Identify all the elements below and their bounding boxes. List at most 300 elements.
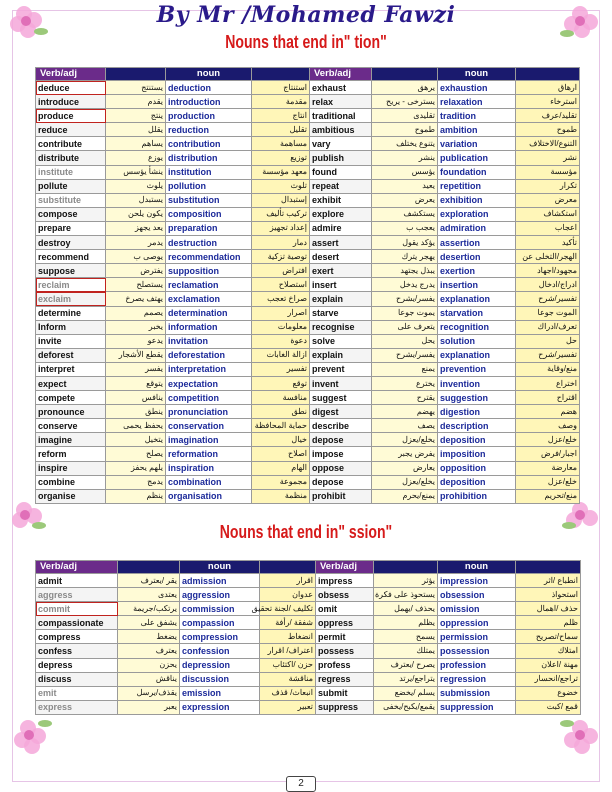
verb-cell: suggest [310, 391, 372, 405]
verb-cell: determine [36, 306, 106, 320]
noun-cell: institution [166, 165, 252, 179]
noun-arabic-cell: مهنة /اعلان [516, 658, 581, 672]
noun-header: noun [438, 68, 516, 81]
verb-arabic-cell: يؤثر [374, 574, 438, 588]
verb-cell: invent [310, 376, 372, 390]
section-title-ssion: Nouns that end in" ssion" [219, 522, 393, 542]
verb-arabic-cell: يظلم [374, 616, 438, 630]
flower-corner-mid-right [560, 498, 604, 538]
noun-arabic-cell: معارضة [516, 461, 580, 475]
verb-arabic-cell: يستصلح [106, 278, 166, 292]
verb-cell: exert [310, 264, 372, 278]
noun-arabic-cell: منع/وقاية [516, 362, 580, 376]
table-row [316, 602, 581, 616]
noun-cell: organisation [166, 489, 252, 503]
noun-arabic-cell: حذف /اهمال [516, 602, 581, 616]
table-row [36, 193, 310, 207]
table-row [316, 630, 581, 644]
verb-cell: depose [310, 475, 372, 489]
table-row [310, 179, 580, 193]
verb-arabic-cell: يكون يلحن [106, 207, 166, 221]
noun-arabic-cell: التنوع/الاختلاف [516, 137, 580, 151]
verb-arabic-cell: يتنوع يختلف [372, 137, 438, 151]
table-row [316, 574, 581, 588]
verb-arabic-cell: ينشر [372, 151, 438, 165]
verb-arabic-cell: يحزن [118, 658, 180, 672]
verb-arabic-cell: يهتف يصرخ [106, 292, 166, 306]
noun-arabic-cell: اصرار [252, 306, 310, 320]
flower-corner-bottom-right [558, 716, 602, 756]
verb-arabic-cell: يدرج يدخل [372, 278, 438, 292]
noun-cell: conservation [166, 419, 252, 433]
noun-arabic-cell: اختراع [516, 376, 580, 390]
blank-header [516, 561, 581, 574]
verb-arabic-cell: يستنتج [106, 81, 166, 95]
table-row [310, 447, 580, 461]
noun-cell: admission [180, 574, 260, 588]
verb-arabic-cell: يحل [372, 334, 438, 348]
verb-cell: express [36, 700, 118, 714]
table-row [310, 236, 580, 250]
table-row [36, 221, 310, 235]
noun-arabic-cell: خلع/عزل [516, 475, 580, 489]
verb-cell: conserve [36, 419, 106, 433]
noun-header: noun [438, 561, 516, 574]
verb-arabic-cell: يسمح [374, 630, 438, 644]
table-row [310, 461, 580, 475]
verb-cell: oppose [310, 461, 372, 475]
noun-arabic-cell: تفسير [252, 362, 310, 376]
verb-cell: exclaim [36, 292, 106, 306]
verb-cell: permit [316, 630, 374, 644]
verb-cell: compete [36, 391, 106, 405]
noun-cell: expression [180, 700, 260, 714]
table-row [36, 292, 310, 306]
noun-arabic-cell: تكليف /لجنة تحقيق [260, 602, 316, 616]
verb-arabic-cell: يتعرف على [372, 320, 438, 334]
noun-arabic-cell: تقليد/عرف [516, 109, 580, 123]
noun-arabic-cell: اجبار/فرض [516, 447, 580, 461]
table-row [310, 123, 580, 137]
table-row [310, 489, 580, 503]
blank-header [252, 68, 310, 81]
noun-arabic-cell: الموت جوعا [516, 306, 580, 320]
noun-arabic-cell: الهجر/التخلى عن [516, 250, 580, 264]
verb-arabic-cell: يصلح [106, 447, 166, 461]
verb-cell: introduce [36, 95, 106, 109]
noun-arabic-cell: امتلاك [516, 644, 581, 658]
table-row [36, 376, 310, 390]
noun-arabic-cell: توقع [252, 376, 310, 390]
noun-cell: aggression [180, 588, 260, 602]
noun-arabic-cell: استحواذ [516, 588, 581, 602]
verb-cell: impress [316, 574, 374, 588]
table-row [316, 616, 581, 630]
verb-cell: vary [310, 137, 372, 151]
verb-cell: admit [36, 574, 118, 588]
noun-cell: admiration [438, 221, 516, 235]
noun-cell: obsession [438, 588, 516, 602]
table-row [36, 334, 310, 348]
noun-arabic-cell: تكرار [516, 179, 580, 193]
noun-cell: opposition [438, 461, 516, 475]
verb-cell: emit [36, 686, 118, 700]
verb-arabic-cell: يقذف/يرسل [118, 686, 180, 700]
table-row [36, 179, 310, 193]
noun-header: noun [166, 68, 252, 81]
verb-arabic-cell: يخلع/يعزل [372, 475, 438, 489]
noun-arabic-cell: مؤسسة [516, 165, 580, 179]
table-row [310, 151, 580, 165]
noun-cell: pollution [166, 179, 252, 193]
table-row [36, 672, 316, 686]
verb-arabic-cell: يحفظ يحمى [106, 419, 166, 433]
table-row [316, 686, 581, 700]
noun-arabic-cell: انبعاث/ قذف [260, 686, 316, 700]
table-row [36, 95, 310, 109]
author-header: By Mr /Mohamed Fawzi [156, 2, 456, 28]
blank-header [372, 68, 438, 81]
verb-cell: ambitious [310, 123, 372, 137]
verb-cell: substitute [36, 193, 106, 207]
verb-arabic-cell: يخلع/يعزل [372, 433, 438, 447]
verb-cell: solve [310, 334, 372, 348]
verb-cell: compress [36, 630, 118, 644]
verb-cell: deduce [36, 81, 106, 95]
verb-cell: reform [36, 447, 106, 461]
verb-arabic-cell: ينتج [106, 109, 166, 123]
verb-cell: regress [316, 672, 374, 686]
verb-arabic-cell: يفرض يجبر [372, 447, 438, 461]
table-row [36, 391, 310, 405]
table-row [36, 362, 310, 376]
verb-arabic-cell: يمنع/يحرم [372, 489, 438, 503]
noun-cell: determination [166, 306, 252, 320]
noun-cell: regression [438, 672, 516, 686]
table-row [36, 109, 310, 123]
noun-cell: distribution [166, 151, 252, 165]
noun-cell: recommendation [166, 250, 252, 264]
noun-arabic-cell: دعوة [252, 334, 310, 348]
noun-arabic-cell: طموح [516, 123, 580, 137]
noun-arabic-cell: ادراج/ادخال [516, 278, 580, 292]
noun-arabic-cell: ارهاق [516, 81, 580, 95]
noun-cell: compression [180, 630, 260, 644]
verb-cell: inspire [36, 461, 106, 475]
noun-arabic-cell: افتراض [252, 264, 310, 278]
noun-cell: recognition [438, 320, 516, 334]
table-row [310, 137, 580, 151]
noun-cell: competition [166, 391, 252, 405]
noun-cell: imposition [438, 447, 516, 461]
noun-cell: expectation [166, 376, 252, 390]
ssion-table-left [35, 560, 316, 715]
verb-arabic-cell: ينافس [106, 391, 166, 405]
verb-cell: repeat [310, 179, 372, 193]
verb-arabic-cell: يصف [372, 419, 438, 433]
noun-cell: exertion [438, 264, 516, 278]
noun-cell: exclamation [166, 292, 252, 306]
table-row [36, 123, 310, 137]
table-row [310, 193, 580, 207]
verb-cell: organise [36, 489, 106, 503]
noun-arabic-cell: اعجاب [516, 221, 580, 235]
noun-arabic-cell: ازالة الغابات [252, 348, 310, 362]
noun-cell: suggestion [438, 391, 516, 405]
noun-arabic-cell: انضغاط [260, 630, 316, 644]
verb-cell: aggress [36, 588, 118, 602]
noun-arabic-cell: نشر [516, 151, 580, 165]
noun-arabic-cell: مجهود/اجهاد [516, 264, 580, 278]
noun-arabic-cell: إستبدال [252, 193, 310, 207]
verb-arabic-cell: يعبر [118, 700, 180, 714]
noun-cell: explanation [438, 348, 516, 362]
noun-arabic-cell: وصف [516, 419, 580, 433]
noun-cell: suppression [438, 700, 516, 714]
table-row [36, 433, 310, 447]
noun-cell: ambition [438, 123, 516, 137]
verb-cell: impose [310, 447, 372, 461]
table-row [310, 81, 580, 95]
table-row [36, 700, 316, 714]
noun-arabic-cell: انتاج [252, 109, 310, 123]
verb-arabic-cell: يهضم [372, 405, 438, 419]
blank-header [374, 561, 438, 574]
verb-cell: deforest [36, 348, 106, 362]
verb-cell: depress [36, 658, 118, 672]
verb-arabic-cell: يوزع [106, 151, 166, 165]
noun-arabic-cell: خلع/عزل [516, 433, 580, 447]
noun-arabic-cell: نطق [252, 405, 310, 419]
noun-arabic-cell: إعداد تجهيز [252, 221, 310, 235]
verb-adj-header: Verb/adj [316, 561, 374, 574]
verb-arabic-cell: يستحوذ على فكرة [374, 588, 438, 602]
verb-cell: prepare [36, 221, 106, 235]
table-row [316, 658, 581, 672]
verb-arabic-cell: يتراجع/يرتد [374, 672, 438, 686]
noun-cell: reformation [166, 447, 252, 461]
noun-cell: permission [438, 630, 516, 644]
verb-arabic-cell: يقدم [106, 95, 166, 109]
table-row [36, 137, 310, 151]
table-row [310, 109, 580, 123]
page-number: 2 [286, 776, 316, 792]
table-row [310, 250, 580, 264]
noun-arabic-cell: مناقشة [260, 672, 316, 686]
noun-cell: insertion [438, 278, 516, 292]
verb-cell: publish [310, 151, 372, 165]
table-row [36, 475, 310, 489]
verb-cell: explain [310, 348, 372, 362]
verb-arabic-cell: ينظم [106, 489, 166, 503]
verb-arabic-cell: يضغط [118, 630, 180, 644]
noun-cell: foundation [438, 165, 516, 179]
table-row [316, 644, 581, 658]
verb-cell: found [310, 165, 372, 179]
noun-arabic-cell: حل [516, 334, 580, 348]
noun-cell: solution [438, 334, 516, 348]
table-row [36, 348, 310, 362]
noun-cell: deposition [438, 475, 516, 489]
table-row [310, 419, 580, 433]
verb-adj-header: Verb/adj [36, 68, 106, 81]
noun-cell: invention [438, 376, 516, 390]
verb-arabic-cell: يخترع [372, 376, 438, 390]
noun-arabic-cell: منظمة [252, 489, 310, 503]
verb-cell: suppose [36, 264, 106, 278]
table-row [36, 588, 316, 602]
noun-arabic-cell: معرض [516, 193, 580, 207]
table-row [36, 644, 316, 658]
noun-arabic-cell: عدوان [260, 588, 316, 602]
noun-arabic-cell: خضوع [516, 686, 581, 700]
noun-cell: emission [180, 686, 260, 700]
table-row [316, 700, 581, 714]
verb-cell: profess [316, 658, 374, 672]
verb-cell: starve [310, 306, 372, 320]
table-row [36, 236, 310, 250]
verb-cell: explore [310, 207, 372, 221]
table-row [36, 489, 310, 503]
noun-cell: impression [438, 574, 516, 588]
table-row [310, 278, 580, 292]
verb-arabic-cell: يفسر [106, 362, 166, 376]
verb-arabic-cell: يمتلك [374, 644, 438, 658]
noun-arabic-cell: تفسير/شرح [516, 348, 580, 362]
noun-arabic-cell: تفسير/شرح [516, 292, 580, 306]
noun-cell: preparation [166, 221, 252, 235]
verb-cell: admire [310, 221, 372, 235]
verb-arabic-cell: يوصى ب [106, 250, 166, 264]
verb-cell: submit [316, 686, 374, 700]
verb-cell: insert [310, 278, 372, 292]
table-row [310, 306, 580, 320]
verb-cell: reclaim [36, 278, 106, 292]
noun-cell: reduction [166, 123, 252, 137]
verb-arabic-cell: يفترض [106, 264, 166, 278]
table-row [310, 348, 580, 362]
noun-arabic-cell: صراخ تعجب [252, 292, 310, 306]
verb-cell: reduce [36, 123, 106, 137]
noun-arabic-cell: تركيب تأليف [252, 207, 310, 221]
table-row [310, 207, 580, 221]
table-row [36, 461, 310, 475]
verb-arabic-cell: يتوقع [106, 376, 166, 390]
verb-cell: pollute [36, 179, 106, 193]
verb-arabic-cell: يعترف [118, 644, 180, 658]
verb-cell: prevent [310, 362, 372, 376]
noun-cell: description [438, 419, 516, 433]
noun-cell: assertion [438, 236, 516, 250]
verb-arabic-cell: يصمم [106, 306, 166, 320]
blank-header [118, 561, 180, 574]
table-row [36, 320, 310, 334]
verb-cell: commit [36, 602, 118, 616]
noun-cell: digestion [438, 405, 516, 419]
noun-arabic-cell: دمار [252, 236, 310, 250]
verb-arabic-cell: يؤكد يقول [372, 236, 438, 250]
table-row [310, 264, 580, 278]
verb-cell: desert [310, 250, 372, 264]
verb-arabic-cell: ينشأ يؤسس [106, 165, 166, 179]
verb-cell: Inform [36, 320, 106, 334]
verb-adj-header: Verb/adj [36, 561, 118, 574]
noun-cell: exploration [438, 207, 516, 221]
verb-arabic-cell: يلوث [106, 179, 166, 193]
noun-cell: pronunciation [166, 405, 252, 419]
verb-cell: explain [310, 292, 372, 306]
verb-arabic-cell: يقطع الأشجار [106, 348, 166, 362]
verb-arabic-cell: يموت جوعا [372, 306, 438, 320]
noun-arabic-cell: اقتراح [516, 391, 580, 405]
verb-cell: destroy [36, 236, 106, 250]
noun-arabic-cell: شفقة /رأفة [260, 616, 316, 630]
noun-cell: invitation [166, 334, 252, 348]
table-row [36, 686, 316, 700]
noun-cell: desertion [438, 250, 516, 264]
noun-cell: imagination [166, 433, 252, 447]
verb-arabic-cell: يسلم /يخضع [374, 686, 438, 700]
table-row [36, 419, 310, 433]
verb-cell: distribute [36, 151, 106, 165]
noun-cell: omission [438, 602, 516, 616]
verb-arabic-cell: يعتدى [118, 588, 180, 602]
table-row [36, 447, 310, 461]
blank-header [260, 561, 316, 574]
table-row [310, 376, 580, 390]
verb-arabic-cell: يشفق على [118, 616, 180, 630]
verb-cell: exhibit [310, 193, 372, 207]
table-row [36, 207, 310, 221]
noun-arabic-cell: استرخاء [516, 95, 580, 109]
noun-arabic-cell: اصلاح [252, 447, 310, 461]
table-row [310, 475, 580, 489]
noun-arabic-cell: تأكيد [516, 236, 580, 250]
verb-cell: obsess [316, 588, 374, 602]
noun-arabic-cell: سماح/تصريح [516, 630, 581, 644]
verb-cell: compassionate [36, 616, 118, 630]
noun-arabic-cell: استكشاف [516, 207, 580, 221]
noun-cell: composition [166, 207, 252, 221]
verb-arabic-cell: يرتكب/جريمة [118, 602, 180, 616]
noun-header: noun [180, 561, 260, 574]
table-row [36, 151, 310, 165]
noun-cell: exhibition [438, 193, 516, 207]
tion-table-left [35, 67, 310, 504]
noun-cell: reclamation [166, 278, 252, 292]
noun-arabic-cell: معهد مؤسسة [252, 165, 310, 179]
verb-cell: confess [36, 644, 118, 658]
noun-cell: profession [438, 658, 516, 672]
verb-adj-header: Verb/adj [310, 68, 372, 81]
verb-cell: depose [310, 433, 372, 447]
verb-arabic-cell: يساهم [106, 137, 166, 151]
noun-arabic-cell: اقرار [260, 574, 316, 588]
verb-cell: suppress [316, 700, 374, 714]
table-row [36, 574, 316, 588]
verb-cell: possess [316, 644, 374, 658]
table-row [316, 588, 581, 602]
noun-arabic-cell: حماية المحافظة [252, 419, 310, 433]
verb-arabic-cell: يبذل يجتهد [372, 264, 438, 278]
noun-arabic-cell: ظلم [516, 616, 581, 630]
noun-cell: possession [438, 644, 516, 658]
verb-cell: compose [36, 207, 106, 221]
verb-cell: produce [36, 109, 106, 123]
verb-arabic-cell: يفسر/يشرح [372, 292, 438, 306]
noun-arabic-cell: منع/تحريم [516, 489, 580, 503]
noun-cell: inspiration [166, 461, 252, 475]
